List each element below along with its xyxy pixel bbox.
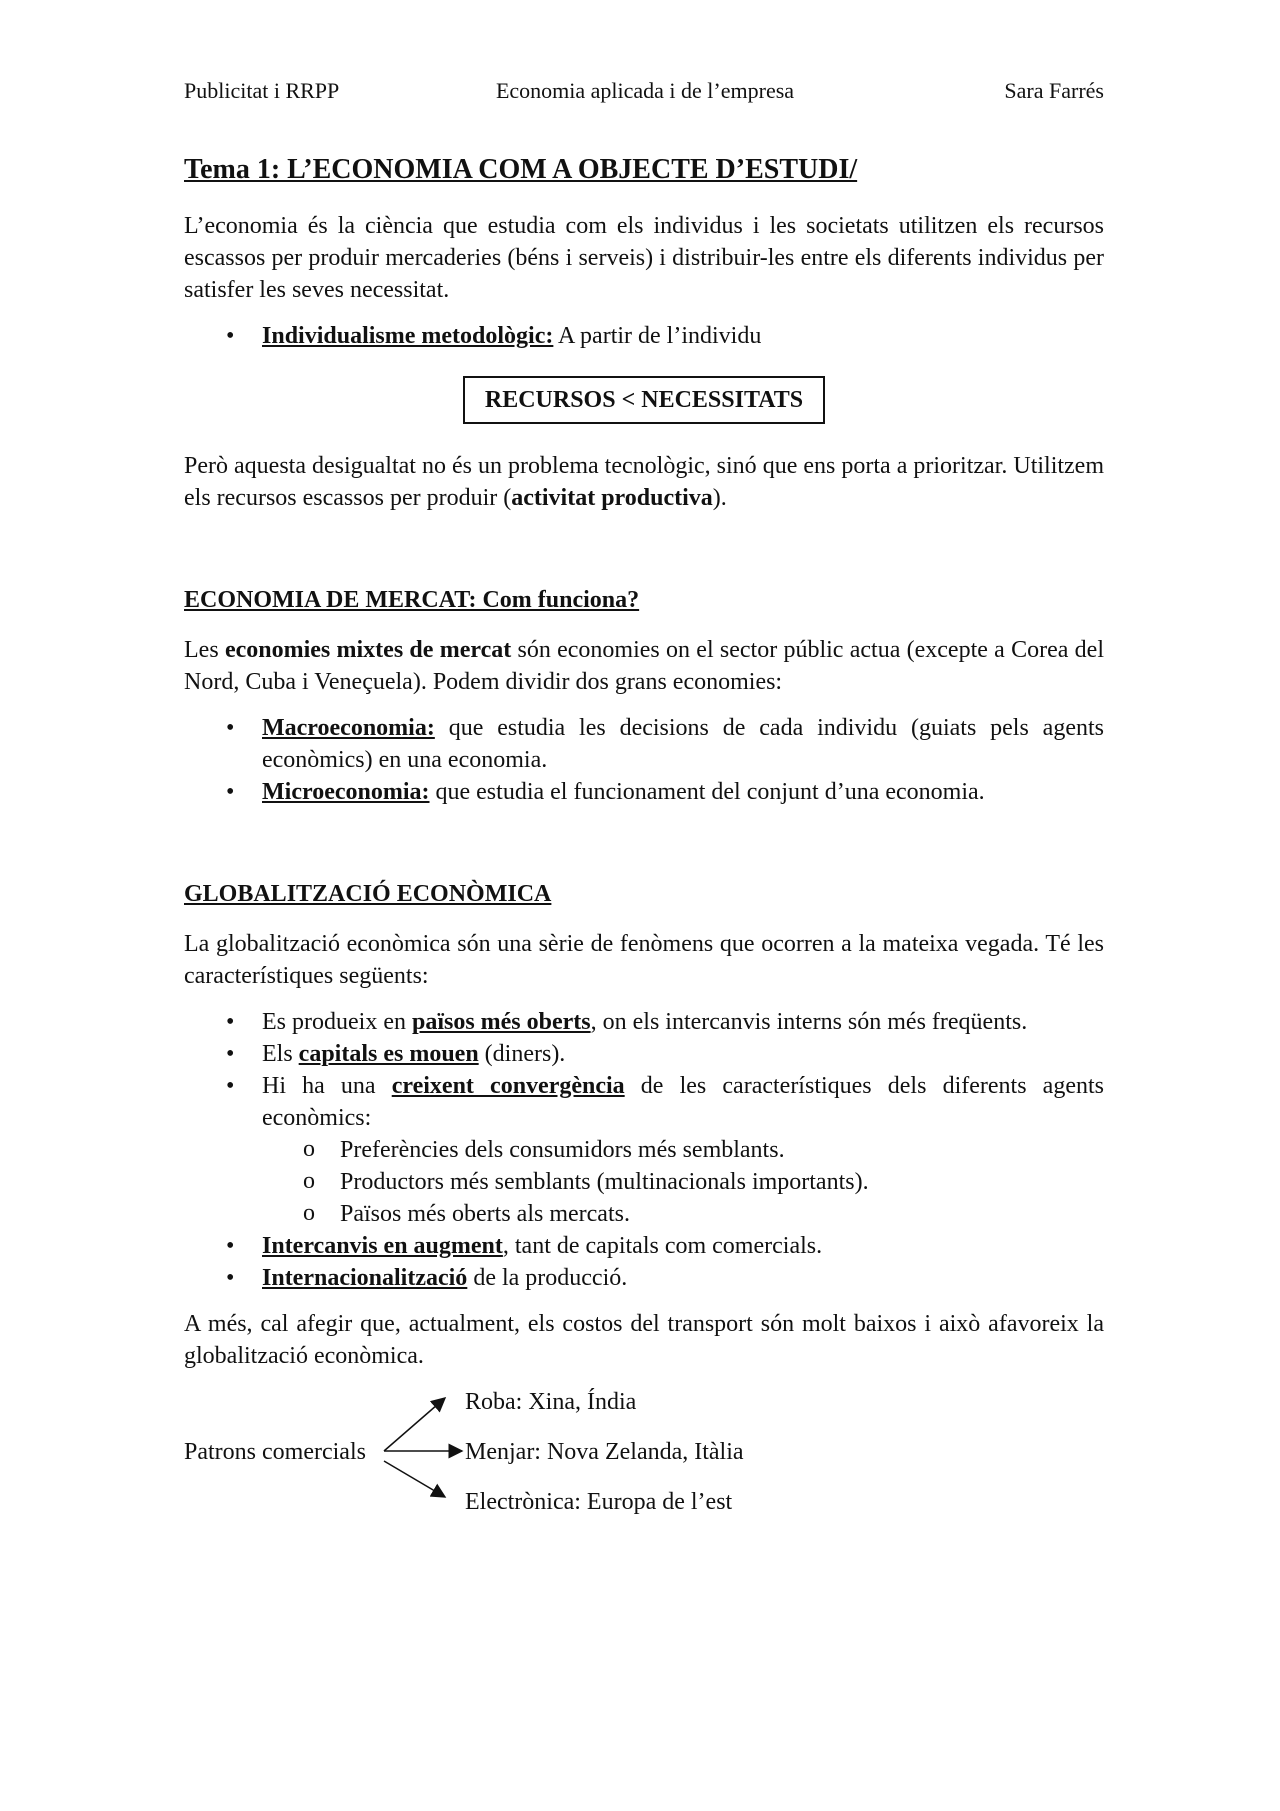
header-center: Economia aplicada i de l’empresa xyxy=(495,78,795,103)
global-list xyxy=(184,1006,1104,1294)
target-menjar: Menjar: Nova Zelanda, Itàlia xyxy=(465,1439,744,1465)
header-left: Publicitat i RRPP xyxy=(184,78,340,103)
target-roba: Roba: Xina, Índia xyxy=(465,1389,637,1415)
list-item: • Intercanvis en augment, tant de capitals com comercials. xyxy=(184,1230,1104,1262)
document-body xyxy=(184,150,1104,1536)
list-item: • Hi ha una creixent convergència de les característiques dels diferents agents econòmics: o Preferències dels consumidors més semblants. o Productors més semblants (multinacionals importants). o Països més oberts als mercats. xyxy=(184,1070,1104,1230)
mercat-paragraph: Les economies mixtes de mercat són economies on el sector públic actua (excepte a Corea del Nord, Cuba i Veneçuela). Podem dividir dos grans economies: xyxy=(184,637,1104,695)
intro-paragraph: L’economia és la ciència que estudia com els individus i les societats utilitzen els recursos escassos per produir mercaderies (béns i serveis) i distribuir-les entre els diferents individus per satisfer les seves necessitat. xyxy=(184,213,1104,303)
header-right: Sara Farrés xyxy=(1004,78,1104,103)
sub-list xyxy=(262,1134,1104,1230)
patrons-diagram xyxy=(184,1386,1104,1536)
list-item: • Els capitals es mouen (diners). xyxy=(184,1038,1104,1070)
patrons-label: Patrons comercials xyxy=(184,1439,366,1465)
arrow-up xyxy=(384,1398,445,1451)
section-heading-mercat: ECONOMIA DE MERCAT: Com funciona? xyxy=(184,587,640,613)
arrow-down xyxy=(384,1461,445,1497)
list-item: • Internacionalització de la producció. xyxy=(184,1262,1104,1294)
bold-term: activitat productiva xyxy=(511,485,713,511)
list-item xyxy=(184,320,1104,352)
definition: A partir de l’individu xyxy=(553,323,762,349)
list-item: • Microeconomia: que estudia el funcionament del conjunt d’una economia. xyxy=(184,776,1104,808)
sub-list-item: o Productors més semblants (multinacionals importants). xyxy=(184,1166,1104,1198)
section-heading-global: GLOBALITZACIÓ ECONÒMICA xyxy=(184,881,552,907)
list-item: • Es produeix en països més oberts, on els intercanvis interns són més freqüents. xyxy=(184,1006,1104,1038)
page-title: Tema 1: L’ECONOMIA COM A OBJECTE D’ESTUDI/ xyxy=(184,154,858,185)
sub-list-item: o Preferències dels consumidors més semblants. xyxy=(184,1134,1104,1166)
global-closing: A més, cal afegir que, actualment, els costos del transport són molt baixos i això afavoreix la globalització econòmica. xyxy=(184,1311,1104,1369)
bold-term: economies mixtes de mercat xyxy=(224,637,512,663)
global-intro: La globalització econòmica són una sèrie de fenòmens que ocorren a la mateixa vegada. Té les característiques següents: xyxy=(184,931,1104,989)
mercat-list xyxy=(184,712,1104,808)
target-electronica: Electrònica: Europa de l’est xyxy=(465,1489,733,1515)
individualisme-list xyxy=(184,320,1104,352)
list-item: • Macroeconomia: que estudia les decisions de cada individu (guiats pels agents econòmics) en una economia. xyxy=(184,712,1104,776)
arrows-graphic xyxy=(184,1386,484,1536)
sub-list-item: o Països més oberts als mercats. xyxy=(184,1198,1104,1230)
term: Individualisme metodològic: xyxy=(262,323,554,349)
second-paragraph: Però aquesta desigualtat no és un problema tecnològic, sinó que ens porta a prioritzar. Utilitzem els recursos escassos per produir (activitat productiva). xyxy=(184,453,1104,511)
recursos-box: RECURSOS < NECESSITATS xyxy=(463,376,825,424)
